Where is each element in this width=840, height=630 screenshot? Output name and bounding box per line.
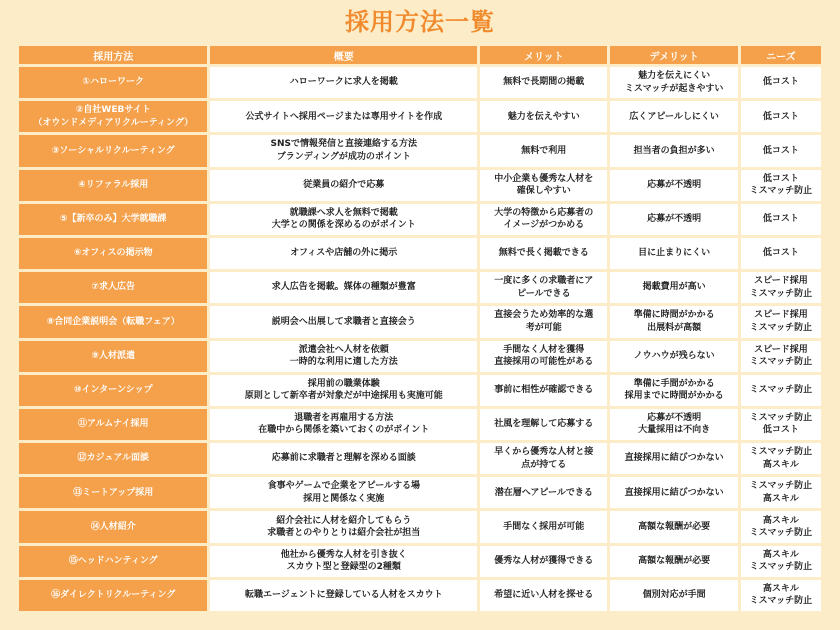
overview-cell: オフィスや店舗の外に掲示 <box>210 238 477 269</box>
overview-cell: 説明会へ出展して求職者と直接会う <box>210 306 477 337</box>
overview-cell: 就職課へ求人を無料で掲載 大学との関係を深めるのがポイント <box>210 204 477 235</box>
demerit-cell: 魅力を伝えにくい ミスマッチが起きやすい <box>610 67 737 98</box>
needs-cell: スピード採用 ミスマッチ防止 <box>741 272 821 303</box>
merit-cell: 大学の特徴から応募者の イメージがつかめる <box>480 204 607 235</box>
demerit-cell: 広くアピールしにくい <box>610 101 737 132</box>
demerit-cell: 掲載費用が高い <box>610 272 737 303</box>
merit-cell: 優秀な人材が獲得できる <box>480 546 607 577</box>
overview-cell: 従業員の紹介で応募 <box>210 170 477 201</box>
merit-cell: 手間なく採用が可能 <box>480 511 607 542</box>
merit-cell: 社風を理解して応募する <box>480 409 607 440</box>
method-cell: ⑧合同企業説明会（転職フェア） <box>19 306 207 337</box>
table-row <box>19 375 821 406</box>
method-cell: ②自社WEBサイト （オウンドメディアリクルーティング） <box>19 101 207 132</box>
overview-cell: 採用前の職業体験 原則として新卒者が対象だが中途採用も実施可能 <box>210 375 477 406</box>
header-overview: 概要 <box>210 46 477 64</box>
demerit-cell: 担当者の負担が多い <box>610 135 737 166</box>
method-cell: ⑩インターンシップ <box>19 375 207 406</box>
method-cell: ①ハローワーク <box>19 67 207 98</box>
merit-cell: 潜在層へアピールできる <box>480 477 607 508</box>
method-cell: ④リファラル採用 <box>19 170 207 201</box>
merit-cell: 早くから優秀な人材と接 点が持てる <box>480 443 607 474</box>
merit-cell: 直接会うため効率的な選 考が可能 <box>480 306 607 337</box>
recruitment-methods-table <box>16 43 824 614</box>
table-row <box>19 341 821 372</box>
demerit-cell: ノウハウが残らない <box>610 341 737 372</box>
demerit-cell: 直接採用に結びつかない <box>610 477 737 508</box>
table-row <box>19 135 821 166</box>
needs-cell: 低コスト <box>741 135 821 166</box>
header-demerit: デメリット <box>610 46 737 64</box>
page-title: 採用方法一覧 <box>345 8 495 36</box>
overview-cell: 派遣会社へ人材を依頼 一時的な利用に適した方法 <box>210 341 477 372</box>
needs-cell: 低コスト <box>741 238 821 269</box>
demerit-cell: 準備に時間がかかる 出展料が高額 <box>610 306 737 337</box>
method-cell: ⑬ミートアップ採用 <box>19 477 207 508</box>
header-merit: メリット <box>480 46 607 64</box>
overview-cell: ハローワークに求人を掲載 <box>210 67 477 98</box>
table-row <box>19 272 821 303</box>
needs-cell: 低コスト <box>741 204 821 235</box>
needs-cell: ミスマッチ防止 高スキル <box>741 477 821 508</box>
merit-cell: 無料で利用 <box>480 135 607 166</box>
needs-cell: 低コスト <box>741 67 821 98</box>
demerit-cell: 高額な報酬が必要 <box>610 511 737 542</box>
needs-cell: 低コスト ミスマッチ防止 <box>741 170 821 201</box>
merit-cell: 無料で長く掲載できる <box>480 238 607 269</box>
overview-cell: 転職エージェントに登録している人材をスカウト <box>210 580 477 611</box>
merit-cell: 事前に相性が確認できる <box>480 375 607 406</box>
demerit-cell: 応募が不透明 <box>610 204 737 235</box>
method-cell: ⑥オフィスの掲示物 <box>19 238 207 269</box>
demerit-cell: 個別対応が手間 <box>610 580 737 611</box>
table-row <box>19 580 821 611</box>
merit-cell: 希望に近い人材を探せる <box>480 580 607 611</box>
merit-cell: 無料で長期間の掲載 <box>480 67 607 98</box>
method-cell: ⑯ダイレクトリクルーティング <box>19 580 207 611</box>
table-row <box>19 204 821 235</box>
method-cell: ⑮ヘッドハンティング <box>19 546 207 577</box>
overview-cell: 求人広告を掲載。媒体の種類が豊富 <box>210 272 477 303</box>
table-row <box>19 306 821 337</box>
method-cell: ⑫カジュアル面談 <box>19 443 207 474</box>
table-row <box>19 170 821 201</box>
table-row <box>19 546 821 577</box>
needs-cell: スピード採用 ミスマッチ防止 <box>741 306 821 337</box>
overview-cell: 公式サイトへ採用ページまたは専用サイトを作成 <box>210 101 477 132</box>
needs-cell: 低コスト <box>741 101 821 132</box>
demerit-cell: 高額な報酬が必要 <box>610 546 737 577</box>
method-cell: ⑭人材紹介 <box>19 511 207 542</box>
table-row <box>19 511 821 542</box>
merit-cell: 魅力を伝えやすい <box>480 101 607 132</box>
overview-cell: 食事やゲームで企業をアピールする場 採用と関係なく実施 <box>210 477 477 508</box>
needs-cell: スピード採用 ミスマッチ防止 <box>741 341 821 372</box>
overview-cell: 退職者を再雇用する方法 在職中から関係を築いておくのがポイント <box>210 409 477 440</box>
header-method: 採用方法 <box>19 46 207 64</box>
demerit-cell: 応募が不透明 大量採用は不向き <box>610 409 737 440</box>
table-row <box>19 477 821 508</box>
table-row <box>19 238 821 269</box>
merit-cell: 手間なく人材を獲得 直接採用の可能性がある <box>480 341 607 372</box>
merit-cell: 一度に多くの求職者にア ピールできる <box>480 272 607 303</box>
needs-cell: ミスマッチ防止 低コスト <box>741 409 821 440</box>
needs-cell: 高スキル ミスマッチ防止 <box>741 580 821 611</box>
table-row <box>19 67 821 98</box>
needs-cell: 高スキル ミスマッチ防止 <box>741 511 821 542</box>
demerit-cell: 準備に手間がかかる 採用までに時間がかかる <box>610 375 737 406</box>
needs-cell: 高スキル ミスマッチ防止 <box>741 546 821 577</box>
table-row <box>19 101 821 132</box>
method-cell: ⑦求人広告 <box>19 272 207 303</box>
method-cell: ⑤【新卒のみ】大学就職課 <box>19 204 207 235</box>
overview-cell: 応募前に求職者と理解を深める面談 <box>210 443 477 474</box>
table-row <box>19 443 821 474</box>
demerit-cell: 直接採用に結びつかない <box>610 443 737 474</box>
demerit-cell: 応募が不透明 <box>610 170 737 201</box>
table-row <box>19 409 821 440</box>
needs-cell: ミスマッチ防止 <box>741 375 821 406</box>
method-cell: ⑪アルムナイ採用 <box>19 409 207 440</box>
method-cell: ③ソーシャルリクルーティング <box>19 135 207 166</box>
overview-cell: 他社から優秀な人材を引き抜く スカウト型と登録型の2種類 <box>210 546 477 577</box>
header-needs: ニーズ <box>741 46 821 64</box>
method-cell: ⑨人材派遣 <box>19 341 207 372</box>
table-header-row <box>19 46 821 64</box>
merit-cell: 中小企業も優秀な人材を 確保しやすい <box>480 170 607 201</box>
overview-cell: SNSで情報発信と直接連絡する方法 ブランディングが成功のポイント <box>210 135 477 166</box>
overview-cell: 紹介会社に人材を紹介してもらう 求職者とのやりとりは紹介会社が担当 <box>210 511 477 542</box>
demerit-cell: 目に止まりにくい <box>610 238 737 269</box>
needs-cell: ミスマッチ防止 高スキル <box>741 443 821 474</box>
